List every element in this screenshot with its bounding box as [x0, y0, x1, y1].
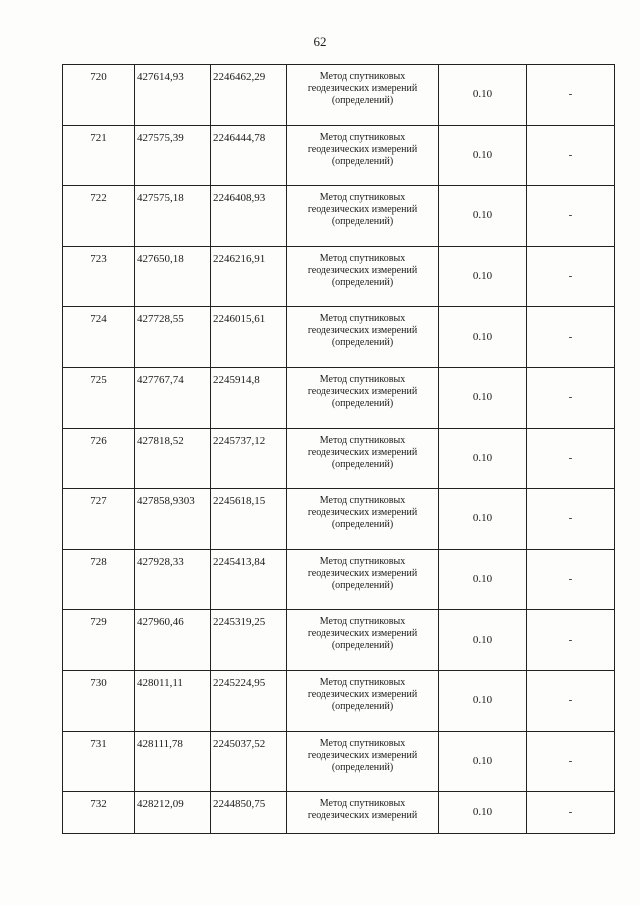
table-row [63, 731, 615, 792]
accuracy-cell: 0.10 [439, 367, 527, 428]
method-line: Метод спутниковых [319, 373, 406, 385]
method-line: геодезических измерений [307, 567, 418, 579]
method-line: (определений) [331, 519, 394, 531]
method-line: (определений) [331, 761, 394, 773]
method-cell [287, 489, 439, 550]
table-row [63, 246, 615, 307]
method-line: (определений) [331, 95, 394, 106]
table-row [63, 428, 615, 489]
y-coordinate-cell: 2246444,78 [211, 125, 287, 186]
accuracy-cell: 0.10 [439, 792, 527, 834]
method-line: геодезических измерений [307, 507, 418, 519]
x-coordinate-cell: 427614,93 [135, 65, 211, 126]
table-row [63, 186, 615, 247]
point-number-cell: 720 [63, 65, 135, 126]
note-cell: - [527, 125, 615, 186]
table-row [63, 489, 615, 550]
note-cell: - [527, 307, 615, 368]
table-row [63, 792, 615, 834]
table-row [63, 307, 615, 368]
method-line: Метод спутниковых [319, 313, 406, 325]
coordinates-table [62, 64, 615, 834]
accuracy-cell: 0.10 [439, 307, 527, 368]
point-number-cell: 721 [63, 125, 135, 186]
method-line: Метод спутниковых [319, 495, 406, 507]
x-coordinate-cell: 427575,18 [135, 186, 211, 247]
y-coordinate-cell: 2246015,61 [211, 307, 287, 368]
method-line: геодезических измерений [307, 688, 418, 700]
method-line: геодезических измерений [307, 264, 418, 276]
x-coordinate-cell: 427928,33 [135, 549, 211, 610]
point-number-cell: 732 [63, 792, 135, 834]
method-line: Метод спутниковых [319, 131, 406, 143]
note-cell: - [527, 65, 615, 126]
y-coordinate-cell: 2245037,52 [211, 731, 287, 792]
x-coordinate-cell: 427858,9303 [135, 489, 211, 550]
method-line: (определений) [331, 579, 394, 591]
x-coordinate-cell: 428111,78 [135, 731, 211, 792]
note-cell: - [527, 610, 615, 671]
method-line: геодезических измерений [307, 446, 418, 458]
accuracy-cell: 0.10 [439, 186, 527, 247]
method-line: Метод спутниковых [319, 71, 406, 82]
method-line: Метод спутниковых [319, 798, 406, 810]
method-line: геодезических измерений [307, 628, 418, 640]
method-line: геодезических измерений [307, 810, 418, 822]
accuracy-cell: 0.10 [439, 125, 527, 186]
y-coordinate-cell: 2245737,12 [211, 428, 287, 489]
point-number-cell: 727 [63, 489, 135, 550]
x-coordinate-cell: 428011,11 [135, 670, 211, 731]
x-coordinate-cell: 427650,18 [135, 246, 211, 307]
point-number-cell: 731 [63, 731, 135, 792]
method-line: Метод спутниковых [319, 252, 406, 264]
method-cell [287, 792, 439, 834]
method-line: Метод спутниковых [319, 616, 406, 628]
note-cell: - [527, 549, 615, 610]
method-cell [287, 428, 439, 489]
method-cell [287, 731, 439, 792]
point-number-cell: 724 [63, 307, 135, 368]
method-line: геодезических измерений [307, 143, 418, 155]
y-coordinate-cell: 2246462,29 [211, 65, 287, 126]
accuracy-cell: 0.10 [439, 65, 527, 126]
accuracy-cell: 0.10 [439, 610, 527, 671]
point-number-cell: 726 [63, 428, 135, 489]
method-cell [287, 125, 439, 186]
point-number-cell: 729 [63, 610, 135, 671]
accuracy-cell: 0.10 [439, 731, 527, 792]
table-row [63, 65, 615, 126]
note-cell: - [527, 792, 615, 834]
method-line: Метод спутниковых [319, 737, 406, 749]
y-coordinate-cell: 2244850,75 [211, 792, 287, 834]
note-cell: - [527, 186, 615, 247]
point-number-cell: 725 [63, 367, 135, 428]
method-line: Метод спутниковых [319, 192, 406, 204]
method-line: (определений) [331, 458, 394, 470]
method-line: (определений) [331, 397, 394, 409]
y-coordinate-cell: 2246216,91 [211, 246, 287, 307]
method-cell [287, 367, 439, 428]
note-cell: - [527, 731, 615, 792]
x-coordinate-cell: 427960,46 [135, 610, 211, 671]
table-row [63, 549, 615, 610]
note-cell: - [527, 670, 615, 731]
point-number-cell: 730 [63, 670, 135, 731]
y-coordinate-cell: 2246408,93 [211, 186, 287, 247]
accuracy-cell: 0.10 [439, 549, 527, 610]
y-coordinate-cell: 2245319,25 [211, 610, 287, 671]
x-coordinate-cell: 428212,09 [135, 792, 211, 834]
method-line: Метод спутниковых [319, 555, 406, 567]
accuracy-cell: 0.10 [439, 246, 527, 307]
accuracy-cell: 0.10 [439, 489, 527, 550]
y-coordinate-cell: 2245914,8 [211, 367, 287, 428]
point-number-cell: 723 [63, 246, 135, 307]
method-line: (определений) [331, 640, 394, 652]
note-cell: - [527, 367, 615, 428]
table-row [63, 670, 615, 731]
method-cell [287, 246, 439, 307]
page-number: 62 [313, 34, 327, 49]
accuracy-cell: 0.10 [439, 670, 527, 731]
method-cell [287, 65, 439, 126]
x-coordinate-cell: 427767,74 [135, 367, 211, 428]
method-line: геодезических измерений [307, 83, 418, 94]
table-row [63, 610, 615, 671]
method-line: геодезических измерений [307, 385, 418, 397]
method-line: (определений) [331, 155, 394, 167]
table-row [63, 367, 615, 428]
y-coordinate-cell: 2245618,15 [211, 489, 287, 550]
method-line: Метод спутниковых [319, 434, 406, 446]
method-cell [287, 186, 439, 247]
method-line: геодезических измерений [307, 204, 418, 216]
note-cell: - [527, 428, 615, 489]
accuracy-cell: 0.10 [439, 428, 527, 489]
point-number-cell: 722 [63, 186, 135, 247]
method-cell [287, 670, 439, 731]
method-line: (определений) [331, 276, 394, 288]
method-line: геодезических измерений [307, 325, 418, 337]
table-row [63, 125, 615, 186]
x-coordinate-cell: 427728,55 [135, 307, 211, 368]
y-coordinate-cell: 2245413,84 [211, 549, 287, 610]
note-cell: - [527, 489, 615, 550]
point-number-cell: 728 [63, 549, 135, 610]
method-cell [287, 549, 439, 610]
table-body [63, 65, 615, 834]
y-coordinate-cell: 2245224,95 [211, 670, 287, 731]
method-line: (определений) [331, 216, 394, 228]
method-line: Метод спутниковых [319, 676, 406, 688]
method-cell [287, 307, 439, 368]
x-coordinate-cell: 427818,52 [135, 428, 211, 489]
method-line: (определений) [331, 700, 394, 712]
x-coordinate-cell: 427575,39 [135, 125, 211, 186]
method-line: (определений) [331, 337, 394, 349]
note-cell: - [527, 246, 615, 307]
method-line: геодезических измерений [307, 749, 418, 761]
method-cell [287, 610, 439, 671]
